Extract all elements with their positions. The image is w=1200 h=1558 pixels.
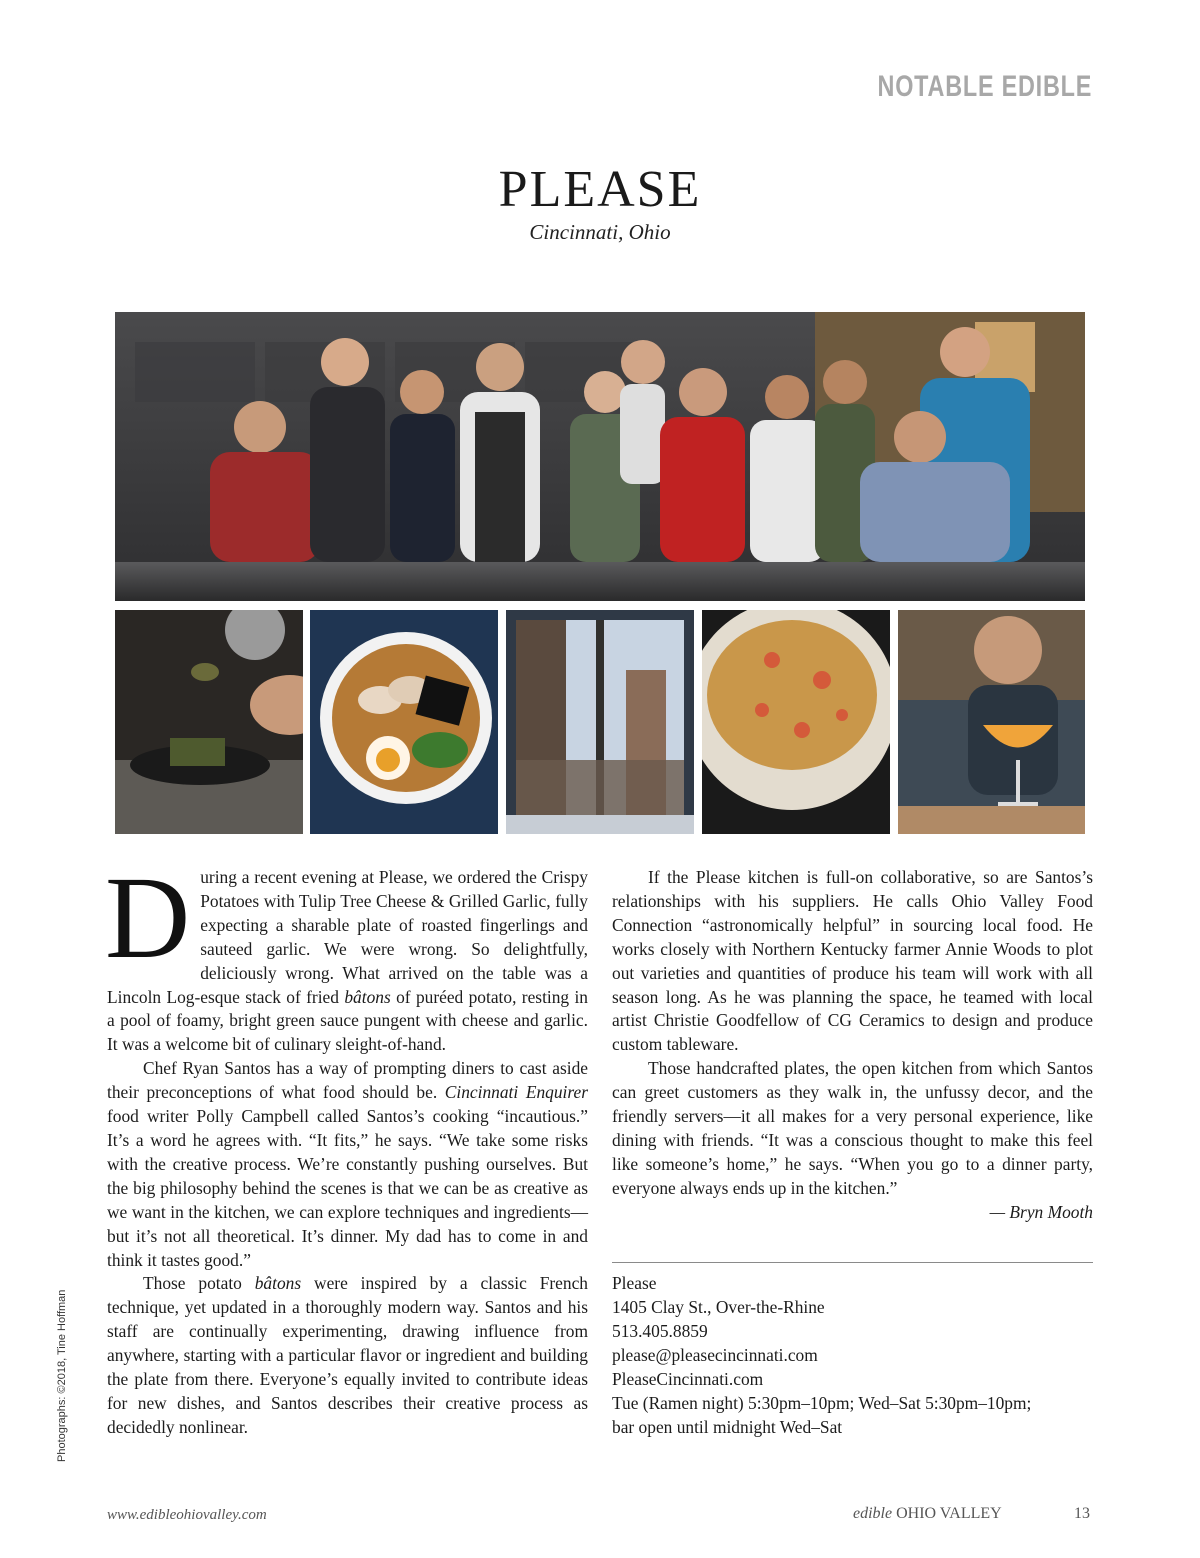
info-divider <box>612 1262 1093 1263</box>
paragraph-2: Chef Ryan Santos has a way of prompting diners to cast aside their preconceptions of what food should be. Cincinnati Enquirer food writer Polly Campbell called Santos’s cooking “incautious.” It’s a word he agrees with. “It fits,” he says. “We take some risks with the creative process. We’re constantly pushing ourselves. But the big philosophy behind the scenes is that we can be as creative as we want in the kitchen, we can explore techniques and ingredients—but it’s not all theoretical. It’s dinner. My dad has to come in and think it tastes good.” <box>107 1058 588 1270</box>
info-address: 1405 Clay St., Over-the-Rhine <box>612 1297 825 1317</box>
staff-group-photo <box>115 312 1085 601</box>
paragraph-5: Those handcrafted plates, the open kitchen from which Santos can greet customers as they walk in, the unfussy decor, and the friendly servers—it all makes for a very personal experience, like dining with friends. “It was a conscious thought to make this feel like someone’s home,” he says. “When you go to a dinner party, everyone always ends up in the kitchen.” <box>612 1058 1093 1198</box>
ramen-photo <box>310 610 498 834</box>
article-body-left <box>105 852 589 1440</box>
window-photo <box>506 610 694 834</box>
dish-photo <box>702 610 890 834</box>
info-email[interactable]: please@pleasecincinnati.com <box>612 1345 818 1365</box>
article-title: PLEASE <box>498 161 702 218</box>
footer-magazine-name: edible OHIO VALLEY <box>853 1505 1002 1522</box>
paragraph-1: During a recent evening at Please, we ordered the Crispy Potatoes with Tulip Tree Cheese & Grilled Garlic, fully expecting a sharable plate of roasted fingerlings and sauteed garlic. We were wrong. So delightfully, deliciously wrong. What arrived on the table was a Lincoln Log-esque stack of fried bâtons of puréed potato, resting in a pool of foamy, bright green sauce pungent with cheese and garlic. It was a welcome bit of culinary sleight-of-hand. <box>105 852 589 1055</box>
info-hours-line-2: bar open until midnight Wed–Sat <box>612 1417 843 1437</box>
article-location: Cincinnati, Ohio <box>529 220 671 244</box>
paragraph-4: If the Please kitchen is full-on collaborative, so are Santos’s relationships with his suppliers. He calls Ohio Valley Food Connection “astronomically helpful” in sourcing local food. He works closely with Northern Kentucky farmer Annie Woods to plot out varieties and quantities of produce his team will work with all season long. As he was planning the space, he teamed with local artist Christie Goodfellow of CG Ceramics to design and produce custom tableware. <box>612 867 1093 1055</box>
info-name: Please <box>612 1273 657 1293</box>
plating-photo <box>115 610 303 834</box>
photo-credit: Photographs: ©2018, Tine Hoffman <box>56 1289 68 1462</box>
paragraph-3: Those potato bâtons were inspired by a classic French technique, yet updated in a thoroughly modern way. Santos and his staff are continually experimenting, drawing influence from anywhere, starting with a particular flavor or ingredient and building the plate from there. Everyone’s equally invited to contribute ideas for new dishes, and Santos describes their creative process as decidedly nonlinear. <box>107 1273 588 1437</box>
info-hours-line-1: Tue (Ramen night) 5:30pm–10pm; Wed–Sat 5:30pm–10pm; <box>612 1393 1032 1413</box>
article-body-right <box>612 866 1093 1225</box>
info-phone[interactable]: 513.405.8859 <box>612 1321 708 1341</box>
page-number: 13 <box>1074 1505 1090 1522</box>
byline: — Bryn Mooth <box>989 1201 1093 1222</box>
cocktail-photo <box>898 610 1085 834</box>
section-label: NOTABLE EDIBLE <box>877 70 1092 103</box>
drop-cap: D <box>105 852 191 983</box>
info-website[interactable]: PleaseCincinnati.com <box>612 1369 764 1389</box>
restaurant-info <box>612 1271 1093 1439</box>
footer-url[interactable]: www.edibleohiovalley.com <box>107 1507 267 1523</box>
